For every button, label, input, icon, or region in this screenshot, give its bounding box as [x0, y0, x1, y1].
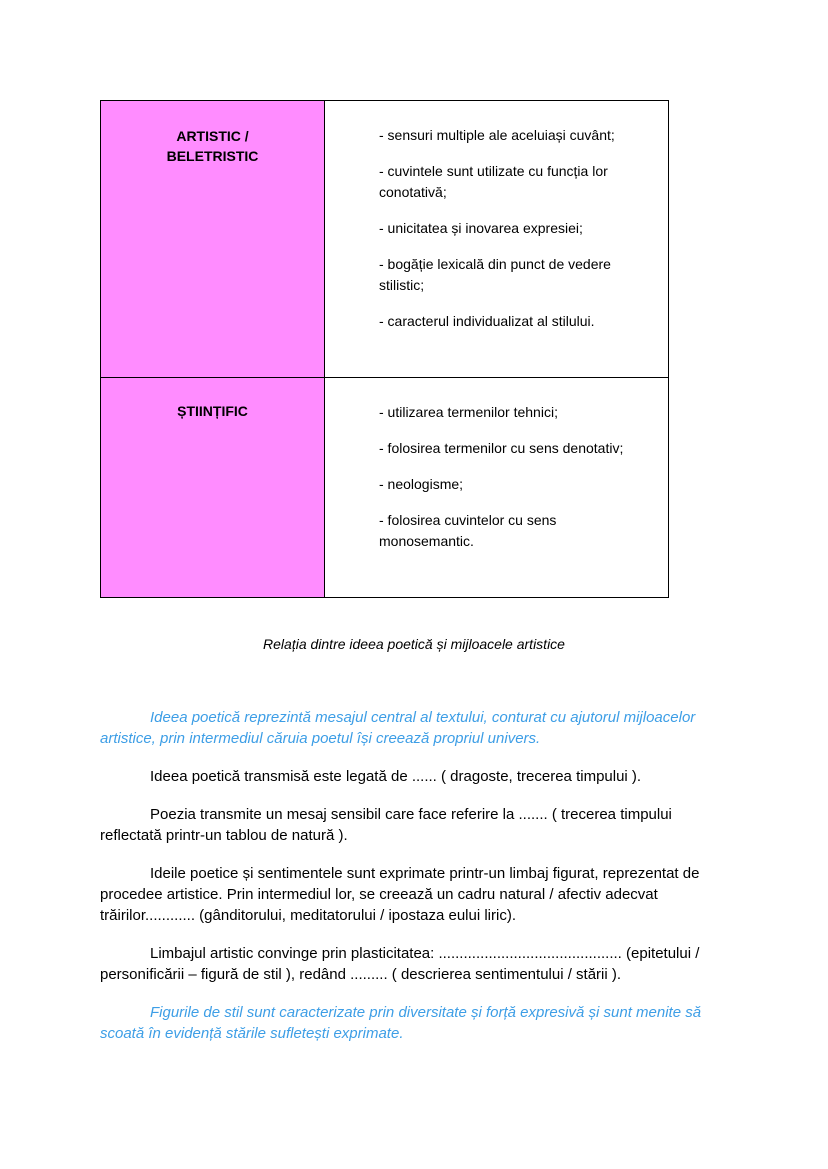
list-item: - utilizarea termenilor tehnici; — [379, 404, 558, 420]
style-label-line: ȘTIINȚIFIC — [177, 403, 248, 419]
styles-table — [100, 100, 669, 598]
table-row — [101, 378, 669, 598]
feature-list — [325, 378, 668, 552]
body-text — [100, 707, 728, 1061]
list-item: - cuvintele sunt utilizate cu funcția lor conotativă; — [379, 163, 608, 200]
style-label-cell — [101, 378, 325, 598]
list-item: - neologisme; — [379, 476, 464, 492]
table-row — [101, 101, 669, 378]
style-features-cell — [325, 378, 669, 598]
paragraph: Ideea poetică transmisă este legată de ...... ( dragoste, trecerea timpului ). — [150, 768, 642, 785]
list-item: - sensuri multiple ale aceluiași cuvânt; — [379, 127, 615, 143]
list-item: - caracterul individualizat al stilului. — [379, 313, 595, 329]
highlighted-paragraph: Ideea poetică reprezintă mesajul central al textului, conturat cu ajutorul mijloacelor artistice, prin intermediul căruia poetul își creează propriul univers. — [100, 709, 696, 747]
list-item: - folosirea termenilor cu sens denotativ; — [379, 440, 624, 456]
list-item: - bogăție lexicală din punct de vedere stilistic; — [379, 256, 611, 293]
style-label-cell — [101, 101, 325, 378]
style-label-line: BELETRISTIC — [166, 148, 259, 164]
list-item: - folosirea cuvintelor cu sens monosemantic. — [379, 512, 557, 549]
paragraph: Limbajul artistic convinge prin plasticitatea: ............................................ (epitetului / personificării – figură de stil ), redând ......... ( descrierea sentimentului / stării ). — [100, 945, 700, 983]
paragraph: Ideile poetice și sentimentele sunt exprimate printr-un limbaj figurat, reprezentat de procedee artistice. Prin intermediul lor, se creează un cadru natural / afectiv adecvat trăirilor............ (gânditorului, meditatorului / ipostaza eului liric). — [100, 865, 700, 924]
style-label — [101, 378, 324, 421]
style-label-line: ARTISTIC / — [176, 128, 249, 144]
style-features-cell — [325, 101, 669, 378]
style-label — [101, 101, 324, 166]
section-caption: Relația dintre ideea poetică și mijloacele artistice — [263, 636, 565, 652]
feature-list — [325, 101, 668, 332]
paragraph: Poezia transmite un mesaj sensibil care face referire la ....... ( trecerea timpului reflectată printr-un tablou de natură ). — [100, 806, 672, 844]
list-item: - unicitatea și inovarea expresiei; — [379, 220, 583, 236]
highlighted-paragraph: Figurile de stil sunt caracterizate prin diversitate și forță expresivă și sunt menite să scoată în evidență stările sufletești exprimate. — [100, 1004, 702, 1042]
